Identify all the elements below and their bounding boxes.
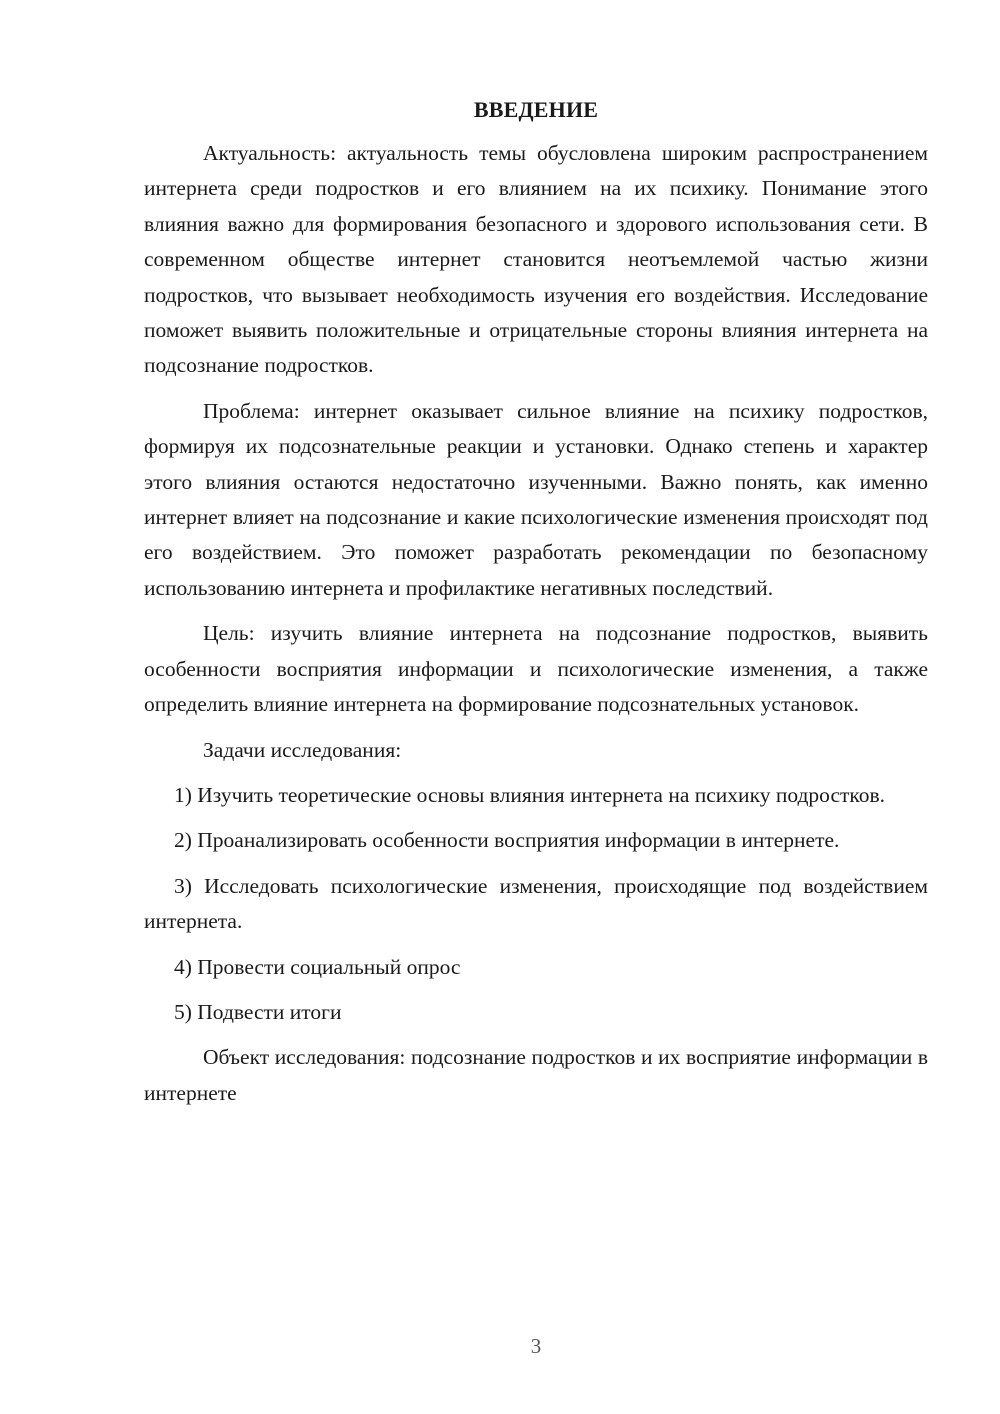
task-item-1: 1) Изучить теоретические основы влияния интернета на психику подростков. <box>174 782 886 807</box>
task-item-5: 5) Подвести итоги <box>174 999 342 1024</box>
section-heading: ВВЕДЕНИЕ <box>473 97 599 122</box>
object-paragraph: Объект исследования: подсознание подростков и их восприятие информации в интернете <box>144 1045 928 1105</box>
goal-paragraph: Цель: изучить влияние интернета на подсознание подростков, выявить особенности восприятия информации и психологические изменения, а также определить влияние интернета на формирование подсознательных установок. <box>144 621 928 717</box>
task-item-2: 2) Проанализировать особенности восприятия информации в интернете. <box>174 828 840 853</box>
problem-paragraph: Проблема: интернет оказывает сильное влияние на психику подростков, формируя их подсознательные реакции и установки. Однако степень и характер этого влияния остаются недостаточно изученными. Важно понять, как именно интернет влияет на подсознание и какие психологические изменения происходят под его воздействием. Это поможет разработать рекомендации по безопасному использованию интернета и профилактике негативных последствий. <box>144 398 928 600</box>
tasks-title: Задачи исследования: <box>203 737 402 762</box>
document-page <box>144 94 928 1121</box>
task-item-4: 4) Провести социальный опрос <box>174 954 461 979</box>
task-item-3: 3) Исследовать психологические изменения, происходящие под воздействием интернета. <box>144 873 928 934</box>
relevance-paragraph: Актуальность: актуальность темы обусловлена широким распространением интернета среди подростков и его влиянием на их психику. Понимание этого влияния важно для формирования безопасного и здорового использования сети. В современном обществе интернет становится неотъемлемой частью жизни подростков, что вызывает необходимость изучения его воздействия. Исследование поможет выявить положительные и отрицательные стороны влияния интернета на подсознание подростков. <box>144 141 928 378</box>
page-number: 3 <box>530 1334 542 1358</box>
